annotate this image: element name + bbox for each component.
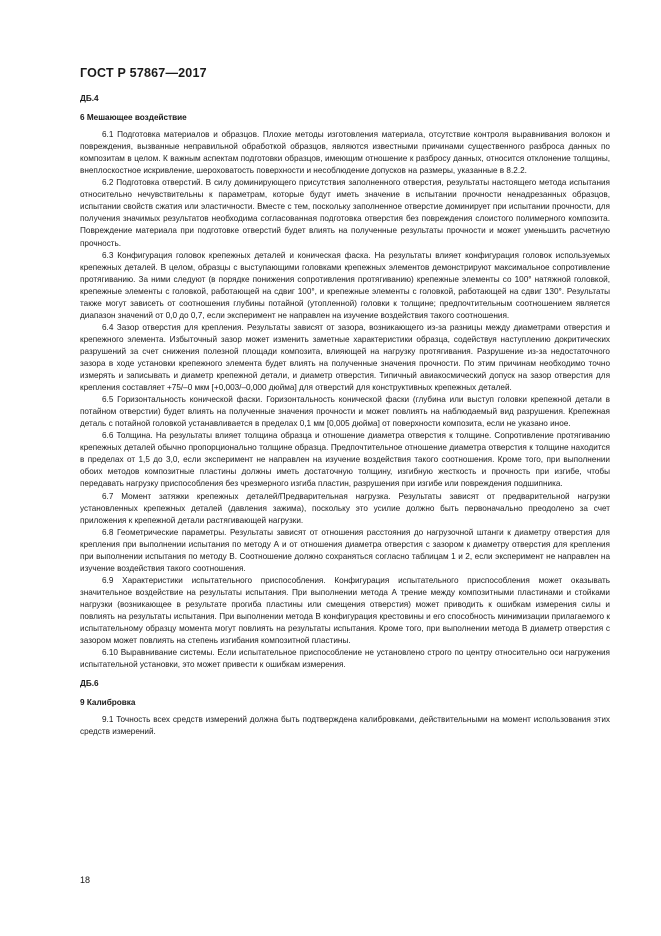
paragraph-6-8: 6.8 Геометрические параметры. Результаты зависят от отношения расстояния до нагрузочной штанги к диаметру отверстия для крепления при выполнении испытания по методу А и от отношения диаметра отверстия с зазором к диаметру отверстия для крепления при выполнении испытания по методу В. Соотношение должно сохраняться согласно таблицам 1 и 2, если эксперимент не направлен на изучение воздействия такого соотношения. [80, 527, 610, 573]
page-content [80, 93, 610, 738]
paragraph-6-4: 6.4 Зазор отверстия для крепления. Результаты зависят от зазора, возникающего из-за разницы между диаметрами отверстия и крепежного элемента. Избыточный зазор может изменить заметные характеристики образца, содействуя наступлению докритических разрушений за счет снижения полезной площади композита, влияющей на нагрузку протягивания. Разрушение из-за недостаточного зазора в ходе установки крепежного элемента будет влиять на полученные значения прочности. По этим причинам необходимо точно измерять и записывать и диаметр крепежной детали, и диаметр отверстия. Типичный авиакосмический допуск на зазор отверстия для крепления составляет +75/–0 мкм [+0,003/–0,000 дюйма] для отверстий для конструктивных крепежных деталей. [80, 322, 610, 393]
annex-label-db4: ДБ.4 [80, 94, 99, 103]
paragraph-6-9: 6.9 Характеристики испытательного приспособления. Конфигурация испытательного приспособления может оказывать значительное воздействие на результаты испытания. При выполнении метода А трение между композитными пластинами и стойками нагрузки (возникающее в результате прогиба пластины или смещения отверстия) может приводить к ошибкам измерения силы и повлиять на результаты испытания. При выполнении метода В конфигурация крестовины и его способность минимизации прилагаемого к испытательному образцу момента могут повлиять на результаты испытания. Кроме того, при выполнении метода В диаметр отверстия с зазором может повлиять на степень изгибания композитной пластины. [80, 575, 610, 646]
paragraph-6-2: 6.2 Подготовка отверстий. В силу доминирующего присутствия заполненного отверстия, результаты настоящего метода испытания относительно нечувствительны к параметрам, которые будут иметь значение в испытании прочности ненадрезанных образцов, испытании свойств сжатия или эластичности. Вместе с тем, поскольку заполненное отверстие доминирует при испытании прочности, для получения значимых результатов необходима согласованная подготовка отверстия без повреждения слоистого полимерного композита. Повреждение материала при подготовке отверстий будет влиять на полученные результаты прочности и может уменьшить расчетную прочность. [80, 178, 610, 248]
section-title-interference: 6 Мешающее воздействие [80, 113, 187, 123]
page-number: 18 [80, 875, 91, 885]
annex-label-db6: ДБ.6 [80, 679, 99, 689]
paragraph-6-7: 6.7 Момент затяжки крепежных деталей/Предварительная нагрузка. Результаты зависят от предварительной нагрузки установленных крепежных деталей (давления зажима), поскольку это усилие должно быть первоначально преодолено за счет приложения к крепежной детали растягивающей нагрузки. [80, 491, 610, 525]
paragraph-6-3: 6.3 Конфигурация головок крепежных деталей и коническая фаска. На результаты влияет конфигурация головок используемых крепежных деталей. В целом, образцы с выступающими головками крепежных элементов демонстрируют максимальное сопротивление протягиванию. За ними следуют (в порядке понижения сопротивления протягиванию) крепежные элементы со 100° натяжной головкой, крепежные элементы с головкой, работающей на сдвиг 100°, и крепежные элементы с головкой, работающей на сдвиг 130°. Результаты также могут зависеть от соотношения глубины потайной (утопленной) головки к толщине; предпочтительным соотношением является диапазон значений от 0,0 до 0,7, если эксперимент не направлен на изучение воздействия такого соотношения. [80, 250, 610, 320]
paragraph-6-5: 6.5 Горизонтальность конической фаски. Горизонтальность конической фаски (глубина или выступ головки крепежной детали в потайном отверстии) будет влиять на полученные значения прочности и может повлиять на наблюдаемый вид разрушения. Крепежная деталь с потайной головкой устанавливается в пределах 0,1 мм [0,005 дюйма] от поверхности композита, если не указано иное. [80, 395, 610, 429]
page-header: ГОСТ Р 57867—2017 [80, 66, 207, 80]
section-title-calibration: 9 Калибровка [80, 698, 136, 708]
paragraph-9-1: 9.1 Точность всех средств измерений должна быть подтверждена калибровками, действительными на момент использования этих средств измерений. [80, 715, 610, 737]
paragraph-6-6: 6.6 Толщина. На результаты влияет толщина образца и отношение диаметра отверстия к толщине. Сопротивление протягиванию крепежных деталей обычно пропорционально толщине образца. Предпочтительное отношение диаметра отверстия к толщине находится в пределах от 1,5 до 3,0, если эксперимент не направлен на изучение воздействия такого соотношения. Кроме того, при выполнении обоих методов композитные пластины должны иметь достаточную толщину, изгибную жесткость и прочность при изгибе, чтобы передавать нагрузку приспособления без чрезмерного изгиба пластин, разрушения при изгибе или повреждения подшипника. [80, 431, 610, 489]
paragraph-6-10: 6.10 Выравнивание системы. Если испытательное приспособление не установлено строго по центру относительно оси нагружения испытательной установки, это может привести к ошибкам измерения. [80, 648, 610, 670]
paragraph-6-1: 6.1 Подготовка материалов и образцов. Плохие методы изготовления материала, отсутствие контроля выравнивания волокон и повреждения, вызванные неправильной обработкой образцов, являются известными причинами существенного разброса данных по композитам в целом. К важным аспектам подготовки образцов, имеющим отношение к разбросу данных, относится отклонение толщины, внеплоскостное искривление, шероховатость поверхности и несоблюдение допусков на размеры, указанные в 8.2.2. [80, 130, 610, 176]
